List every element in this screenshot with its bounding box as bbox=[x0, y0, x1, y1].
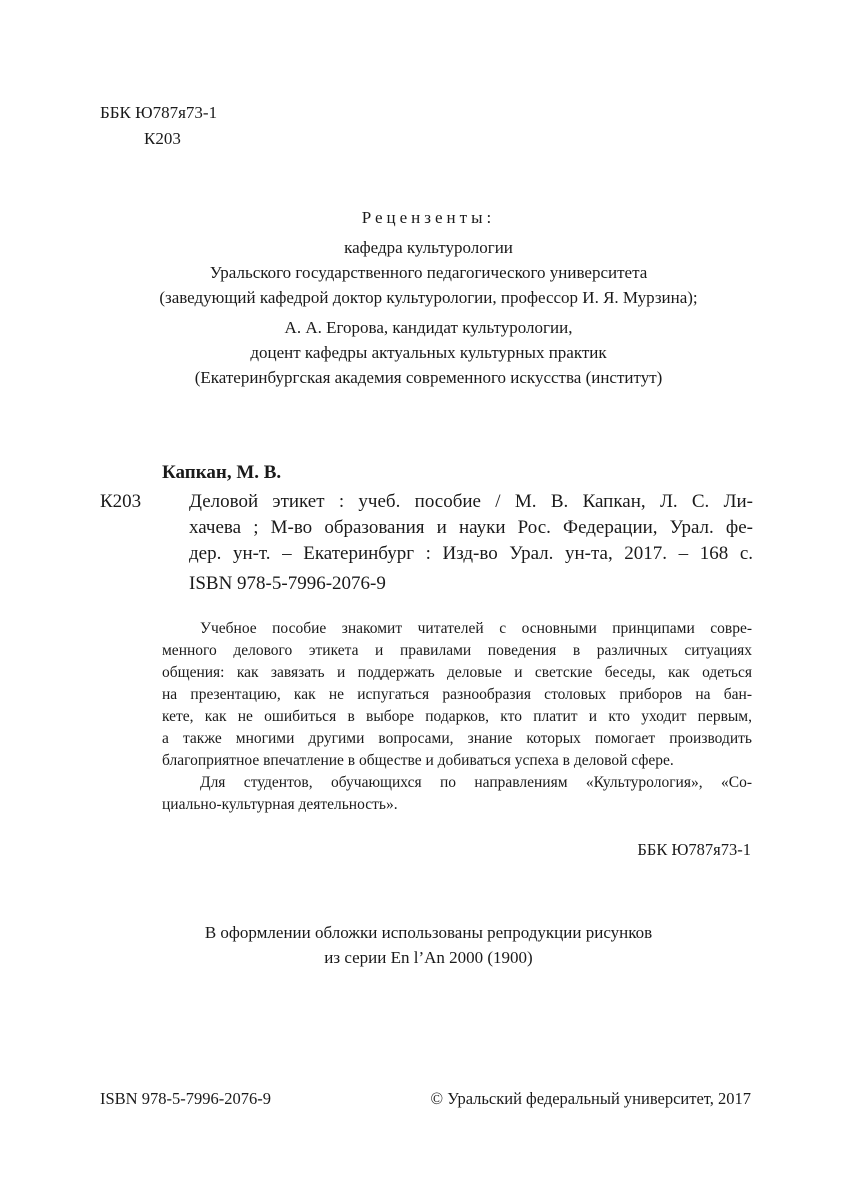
annotation-line: благоприятное впечатление в обществе и добиваться успеха в деловой сфере. bbox=[162, 752, 674, 769]
entry-author-mark: К203 bbox=[100, 491, 142, 512]
annotation-line: а также многими другими вопросами, знание которых помогает производить bbox=[162, 730, 752, 747]
cover-note bbox=[0, 920, 857, 970]
bib-line: хачева ; М-во образования и науки Рос. Федерации, Урал. фе- bbox=[189, 517, 753, 538]
annotation-line: общения: как завязать и поддержать деловые и светские беседы, как одеться bbox=[162, 664, 752, 681]
reviewers-block bbox=[0, 205, 857, 390]
reviewer-line: А. А. Егорова, кандидат культурологии, bbox=[284, 318, 573, 337]
author-mark: К203 bbox=[144, 129, 181, 148]
annotation-line: менного делового этикета и правилами поведения в различных ситуациях bbox=[162, 642, 752, 659]
footer-isbn: ISBN 978-5-7996-2076-9 bbox=[100, 1089, 271, 1108]
footer-copyright: © Уральский федеральный университет, 2017 bbox=[430, 1089, 751, 1108]
cover-note-line: из серии En l’An 2000 (1900) bbox=[324, 948, 533, 967]
annotation-line: Учебное пособие знакомит читателей с основными принципами совре- bbox=[200, 620, 752, 637]
reviewer-line: (Екатеринбургская академия современного искусства (институт) bbox=[194, 368, 663, 387]
bibliographic-description bbox=[189, 489, 753, 567]
entry-isbn: ISBN 978-5-7996-2076-9 bbox=[189, 573, 386, 594]
reviewer-line: (заведующий кафедрой доктор культурологии, профессор И. Я. Мурзина); bbox=[159, 288, 698, 307]
reviewer-line: кафедра культурологии bbox=[344, 238, 513, 257]
entry-author: Капкан, М. В. bbox=[162, 462, 282, 483]
reviewer-line: доцент кафедры актуальных культурных практик bbox=[250, 343, 607, 362]
reviewers-title: Рецензенты: bbox=[361, 208, 496, 227]
annotation-line: на презентацию, как не испугаться разнообразия столовых приборов на бан- bbox=[162, 686, 752, 703]
annotation-line: кете, как не ошибиться в выборе подарков, кто платит и кто уходит первым, bbox=[162, 708, 752, 725]
reviewer-line: Уральского государственного педагогического университета bbox=[209, 263, 648, 282]
bib-line: Деловой этикет : учеб. пособие / М. В. Капкан, Л. С. Ли- bbox=[189, 491, 753, 512]
bib-line: дер. ун-т. – Екатеринбург : Изд-во Урал. ун-та, 2017. – 168 с. bbox=[189, 543, 753, 564]
annotation-bbk: ББК Ю787я73-1 bbox=[637, 840, 751, 859]
cover-note-line: В оформлении обложки использованы репродукции рисунков bbox=[204, 923, 653, 942]
annotation bbox=[162, 618, 752, 816]
annotation-line: Для студентов, обучающихся по направлениям «Культурология», «Со- bbox=[200, 774, 752, 791]
bbk-index-block bbox=[100, 100, 217, 152]
bbk-code: ББК Ю787я73-1 bbox=[100, 103, 218, 122]
annotation-line: циально-культурная деятельность». bbox=[162, 796, 398, 813]
